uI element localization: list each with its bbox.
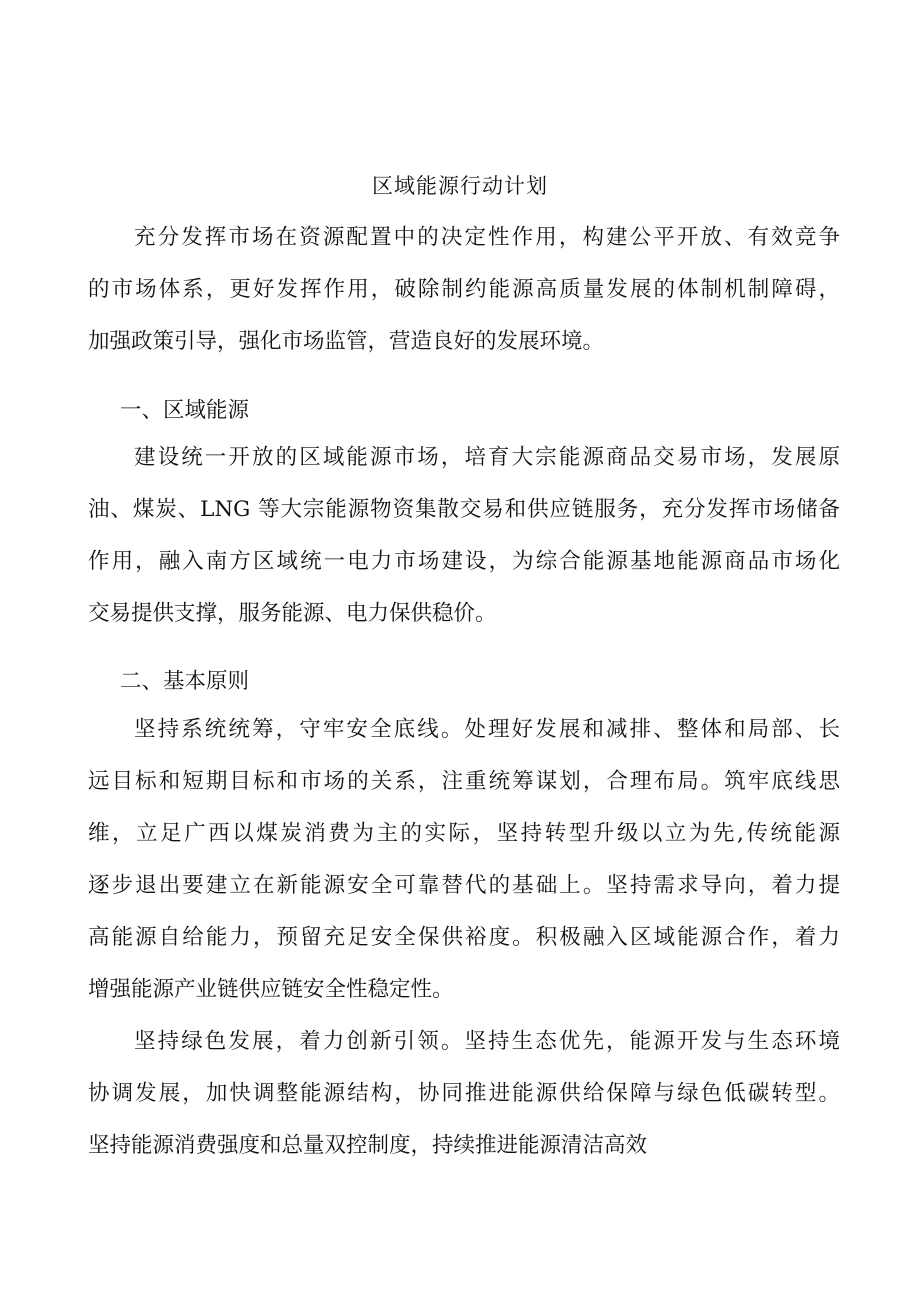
section2-paragraph-2: [88, 1016, 840, 1172]
section-heading-2: 二、基本原则: [120, 669, 250, 694]
paragraph-line: 坚持能源消费强度和总量双控制度，持续推进能源清洁高效: [88, 1133, 648, 1158]
paragraph-line: 作用，融入南方区域统一电力市场建设，为综合能源基地能源商品市场化: [88, 549, 840, 574]
paragraph-line: 坚持绿色发展，着力创新引领。坚持生态优先，能源开发与生态环境: [134, 1029, 840, 1054]
paragraph-line: 增强能源产业链供应链安全性稳定性。: [88, 977, 454, 1002]
paragraph-line: 交易提供支撑，服务能源、电力保供稳价。: [88, 601, 497, 626]
intro-paragraph: [88, 212, 840, 368]
paragraph-line: 建设统一开放的区域能源市场，培育大宗能源商品交易市场，发展原: [134, 445, 840, 470]
paragraph-line: 油、煤炭、LNG 等大宗能源物资集散交易和供应链服务，充分发挥市场储备: [88, 497, 840, 522]
paragraph-line: 维，立足广西以煤炭消费为主的实际，坚持转型升级以立为先,传统能源: [88, 821, 840, 846]
paragraph-line: 加强政策引导，强化市场监管，营造良好的发展环境。: [88, 329, 605, 354]
paragraph-line: 的市场体系，更好发挥作用，破除制约能源高质量发展的体制机制障碍，: [88, 277, 840, 302]
paragraph-line: 远目标和短期目标和市场的关系，注重统筹谋划，合理布局。筑牢底线思: [88, 769, 840, 794]
section2-paragraph-1: [88, 704, 840, 1016]
paragraph-line: 协调发展，加快调整能源结构，协同推进能源供给保障与绿色低碳转型。: [88, 1081, 840, 1106]
paragraph-line: 逐步退出要建立在新能源安全可靠替代的基础上。坚持需求导向，着力提: [88, 873, 840, 898]
paragraph-line: 坚持系统统筹，守牢安全底线。处理好发展和减排、整体和局部、长: [134, 717, 840, 742]
paragraph-line: 高能源自给能力，预留充足安全保供裕度。积极融入区域能源合作，着力: [88, 925, 840, 950]
section-heading-1: 一、区域能源: [120, 398, 250, 423]
section1-paragraph: [88, 432, 840, 640]
document-title: 区域能源行动计划: [372, 174, 548, 198]
paragraph-line: 充分发挥市场在资源配置中的决定性作用，构建公平开放、有效竞争: [134, 225, 840, 250]
